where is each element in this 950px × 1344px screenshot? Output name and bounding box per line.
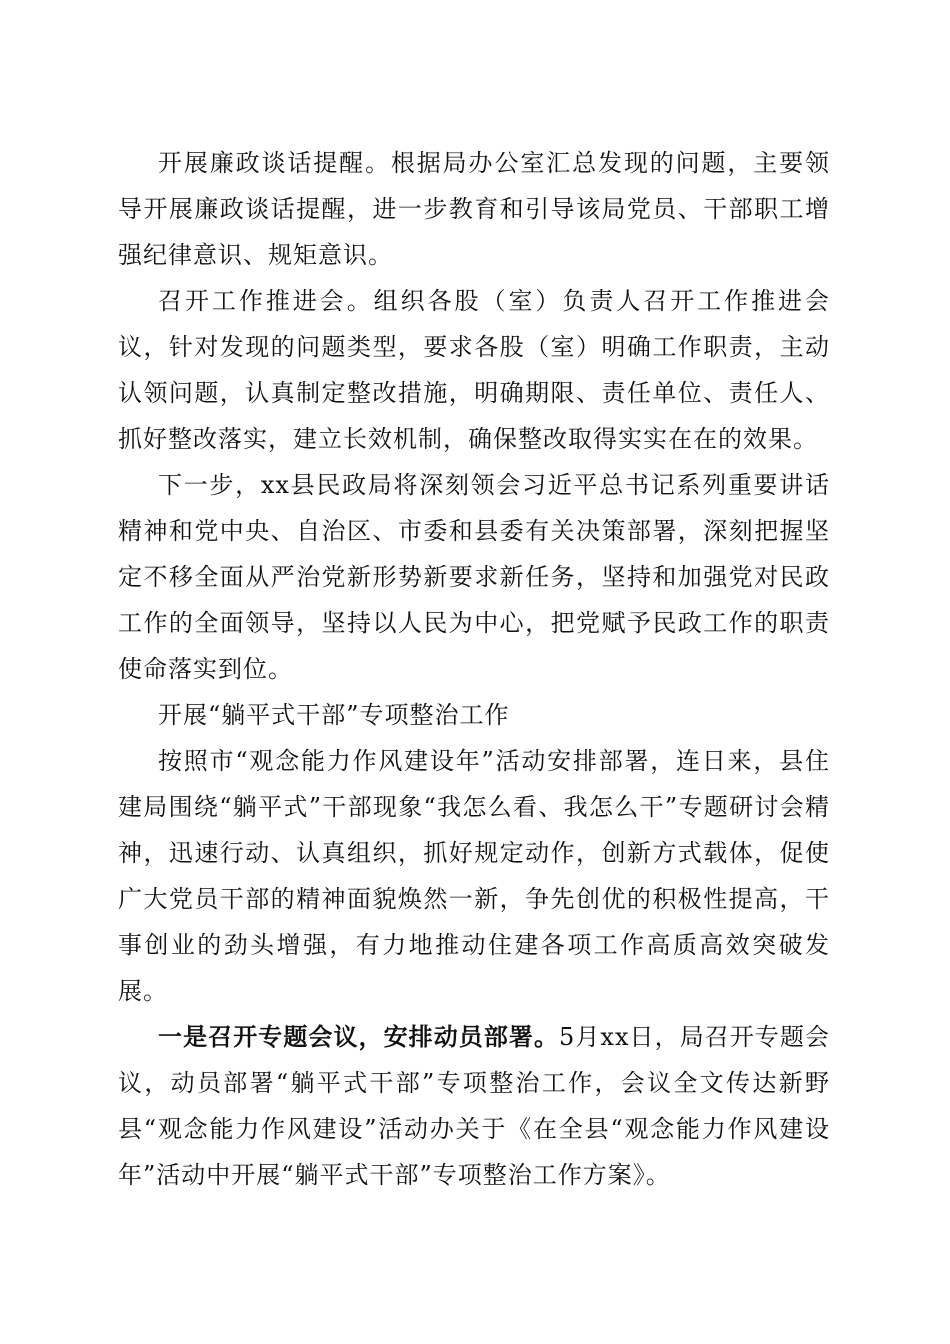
- paragraph-integrity-talk: 开展廉政谈话提醒。根据局办公室汇总发现的问题，主要领导开展廉政谈话提醒，进一步教育和引导该局党员、干部职工增强纪律意识、规矩意识。: [118, 149, 830, 269]
- section-heading: 开展“躺平式干部”专项整治工作: [158, 701, 510, 729]
- paragraph-next-steps: 下一步，xx县民政局将深刻领会习近平总书记系列重要讲话精神和党中央、自治区、市委和县委有关决策部署，深刻把握坚定不移全面从严治党新形势新要求新任务，坚持和加强党对民政工作的全面领导，坚持以人民为中心，把党赋予民政工作的职责使命落实到位。: [118, 471, 830, 683]
- paragraph-activity-arrangement: 按照市“观念能力作风建设年”活动安排部署，连日来，县住建局围绕“躺平式”干部现象“我怎么看、我怎么干”专题研讨会精神，迅速行动、认真组织，抓好规定动作，创新方式载体，促使广大党员干部的精神面貌焕然一新，争先创优的积极性提高，干事创业的劲头增强，有力地推动住建各项工作高质高效突破发展。: [118, 747, 830, 1005]
- paragraph-special-meeting: [118, 1014, 830, 1198]
- paragraph-lead-bold: 一是召开专题会议，安排动员部署。: [158, 1022, 560, 1051]
- paragraph-work-meeting: 召开工作推进会。组织各股（室）负责人召开工作推进会议，针对发现的问题类型，要求各股（室）明确工作职责，主动认领问题，认真制定整改措施，明确期限、责任单位、责任人、抓好整改落实，建立长效机制，确保整改取得实实在在的效果。: [118, 287, 830, 453]
- paragraph-special-meeting-text: 5月xx日，局召开专题会议，动员部署“躺平式干部”专项整治工作，会议全文传达新野县“观念能力作风建设”活动办关于《在全县“观念能力作风建设年”活动中开展“躺平式干部”专项整治工作方案》。: [118, 1023, 831, 1189]
- document-body: [118, 140, 830, 1198]
